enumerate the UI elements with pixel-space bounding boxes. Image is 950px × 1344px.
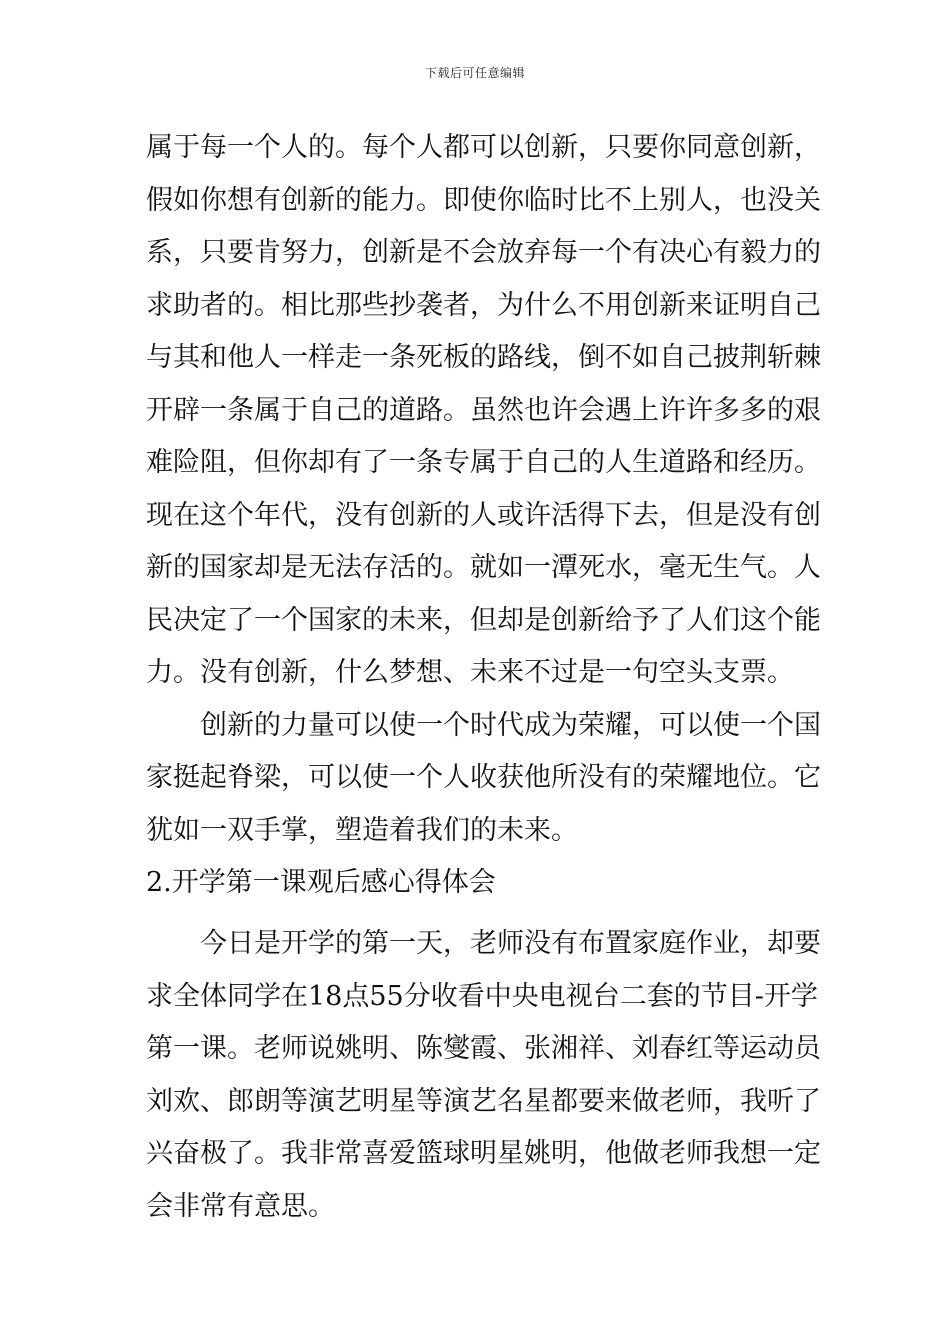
text-line: 开辟一条属于自己的道路。虽然也许会遇上许许多多的艰: [146, 394, 821, 426]
text-line: 兴奋极了。我非常喜爱篮球明星姚明，他做老师我想一定: [146, 1138, 821, 1169]
text-line: 创新的力量可以使一个时代成为荣耀，可以使一个国: [200, 709, 821, 741]
page-header: 下载后可任意编辑: [424, 66, 525, 80]
document-body: [146, 122, 821, 910]
text-line: 民决定了一个国家的未来，但却是创新给予了人们这个能: [146, 604, 821, 636]
text-line: 与其和他人一样走一条死板的路线，倒不如自己披荆斩棘: [146, 342, 821, 373]
text-line: 第一课。老师说姚明、陈燮霞、张湘祥、刘春红等运动员: [146, 1033, 821, 1064]
text-line: 今日是开学的第一天，老师没有布置家庭作业，却要: [200, 928, 821, 959]
text-line: 难险阻，但你却有了一条专属于自己的人生道路和经历。: [146, 447, 821, 478]
section-heading: 2.开学第一课观后感心得体会: [146, 867, 496, 898]
text-line: 新的国家却是无法存活的。就如一潭死水，毫无生气。人: [146, 552, 821, 583]
text-line: 犹如一双手掌，塑造着我们的未来。: [146, 814, 578, 846]
paragraph-2: [146, 700, 821, 858]
text-line: 会非常有意思。: [146, 1190, 335, 1222]
text-line: 刘欢、郎朗等演艺明星等演艺名星都要来做老师，我听了: [146, 1085, 821, 1117]
paragraph-1: [146, 122, 821, 700]
text-line: 力。没有创新，什么梦想、未来不过是一句空头支票。: [146, 657, 794, 688]
text-line: 假如你想有创新的能力。即使你临时比不上别人，也没关: [146, 184, 821, 216]
text-line: 现在这个年代，没有创新的人或许活得下去，但是没有创: [146, 499, 821, 531]
text-line: 系，只要肯努力，创新是不会放弃每一个有决心有毅力的: [146, 237, 821, 268]
paragraph-3: [146, 918, 821, 1233]
text-line: 家挺起脊梁，可以使一个人收获他所没有的荣耀地位。它: [146, 762, 821, 793]
text-line: 求全体同学在18点55分收看中央电视台二套的节目-开学: [146, 980, 818, 1012]
text-line: 求助者的。相比那些抄袭者，为什么不用创新来证明自己: [146, 289, 821, 321]
text-line: 属于每一个人的。每个人都可以创新，只要你同意创新，: [146, 132, 821, 163]
